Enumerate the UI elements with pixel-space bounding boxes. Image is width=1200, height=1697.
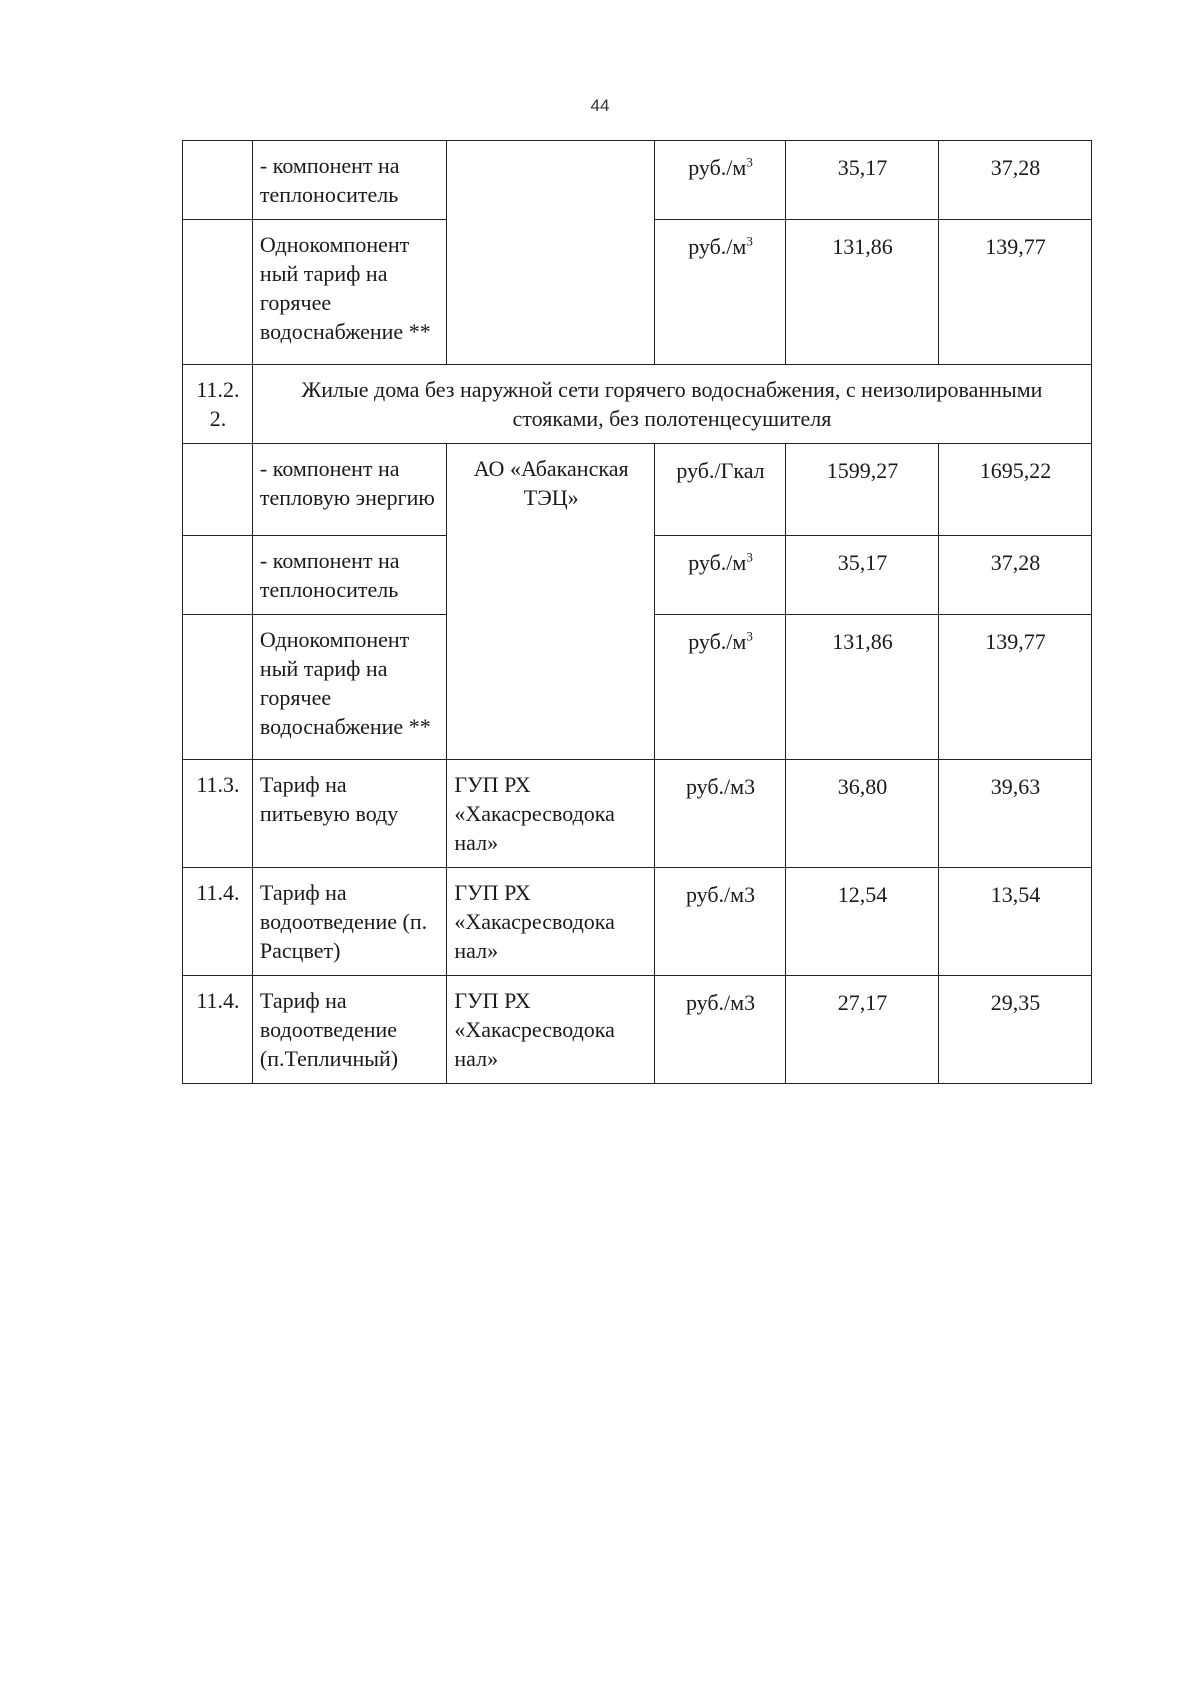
value-year2-cell: 139,77 (939, 220, 1092, 365)
value-year1-cell: 12,54 (786, 868, 939, 976)
organization-cell (447, 141, 655, 365)
unit-cell: $руб./м^3$ (654, 536, 785, 615)
unit-cell: руб./м3 (654, 868, 785, 976)
page-number: 44 (590, 96, 610, 115)
value-year1-cell: 131,86 (786, 220, 939, 365)
row-label: Тариф на водоотведение (п. Расцвет) (252, 868, 446, 976)
row-number-cell (183, 536, 253, 615)
value-year1-cell: 1599,27 (786, 444, 939, 536)
unit-cell: руб./Гкал (654, 444, 785, 536)
organization-cell: ГУП РХ «Хакасресводока нал» (447, 868, 655, 976)
table-row (183, 444, 1092, 536)
value-year2-cell: 1695,22 (939, 444, 1092, 536)
value-year2-cell: 29,35 (939, 976, 1092, 1084)
row-label: Тариф на питьевую воду (252, 760, 446, 868)
organization-cell: ГУП РХ «Хакасресводока нал» (447, 760, 655, 868)
unit-cell: $руб./м^3$ (654, 220, 785, 365)
row-label: Однокомпонент ный тариф на горячее водоснабжение ** (252, 615, 446, 760)
value-year2-cell: 13,54 (939, 868, 1092, 976)
table-row (183, 760, 1092, 868)
row-label: - компонент на теплоноситель (252, 141, 446, 220)
value-year1-cell: 36,80 (786, 760, 939, 868)
table-row (183, 976, 1092, 1084)
unit-cell: $руб./м^3$ (654, 141, 785, 220)
value-year1-cell: 131,86 (786, 615, 939, 760)
row-label: Однокомпонент ный тариф на горячее водоснабжение ** (252, 220, 446, 365)
unit-cell: руб./м3 (654, 976, 785, 1084)
value-year2-cell: 37,28 (939, 141, 1092, 220)
table-row (183, 141, 1092, 220)
unit-cell: руб./м3 (654, 760, 785, 868)
value-year2-cell: 39,63 (939, 760, 1092, 868)
row-number: 11.3. (183, 760, 253, 868)
row-number: 11.4. (183, 868, 253, 976)
row-label: - компонент на теплоноситель (252, 536, 446, 615)
row-number-cell (183, 615, 253, 760)
section-heading-row (183, 365, 1092, 444)
value-year1-cell: 35,17 (786, 536, 939, 615)
value-year2-cell: 139,77 (939, 615, 1092, 760)
row-label: - компонент на тепловую энергию (252, 444, 446, 536)
row-label: Тариф на водоотведение (п.Тепличный) (252, 976, 446, 1084)
row-number: 11.4. (183, 976, 253, 1084)
row-number-cell (183, 141, 253, 220)
organization-cell: АО «Абаканская ТЭЦ» (447, 444, 655, 760)
unit-cell: $руб./м^3$ (654, 615, 785, 760)
section-number: 11.2. 2. (183, 365, 253, 444)
section-title: Жилые дома без наружной сети горячего водоснабжения, с неизолированными стояками, без полотенцесушителя (252, 365, 1091, 444)
value-year1-cell: 27,17 (786, 976, 939, 1084)
table-row (183, 868, 1092, 976)
row-number-cell (183, 444, 253, 536)
organization-cell: ГУП РХ «Хакасресводока нал» (447, 976, 655, 1084)
tariff-table-container (182, 140, 1092, 1084)
row-number-cell (183, 220, 253, 365)
value-year2-cell: 37,28 (939, 536, 1092, 615)
value-year1-cell: 35,17 (786, 141, 939, 220)
tariff-table (182, 140, 1092, 1084)
